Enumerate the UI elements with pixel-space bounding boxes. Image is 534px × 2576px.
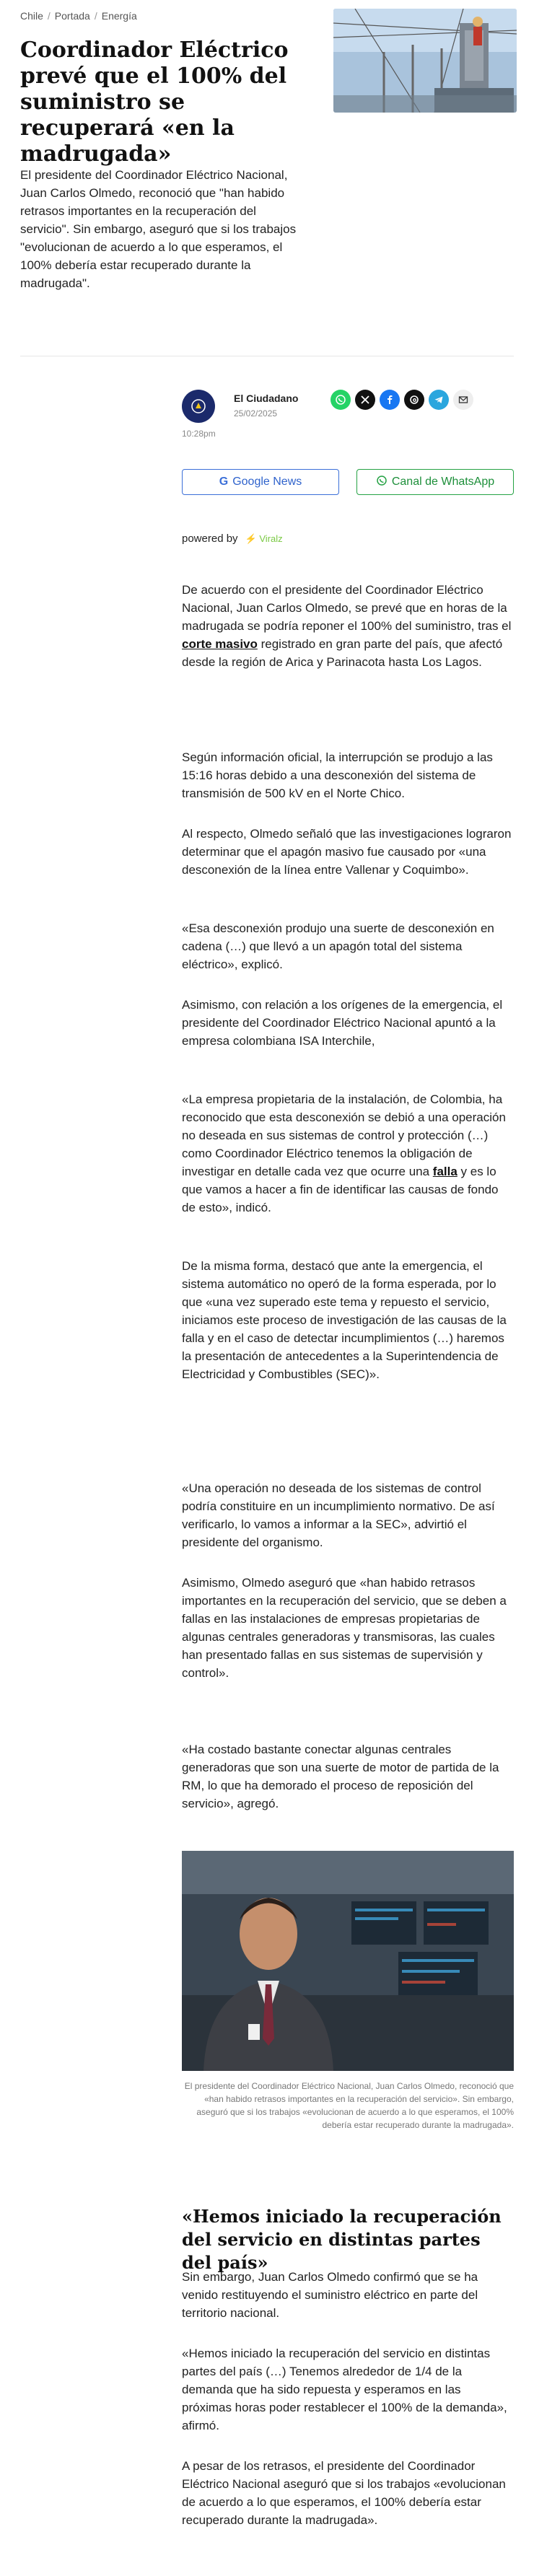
whatsapp-icon[interactable]: [331, 390, 351, 410]
photo-caption: El presidente del Coordinador Eléctrico Nacional, Juan Carlos Olmedo, reconoció que «han habido retrasos importantes en la recuperación del servicio». Sin embargo, aseguró que si los trabajos «evolucionan de acuerdo a lo que esperamos, el 100% debería estar recuperado durante la madrugada».: [184, 2081, 514, 2130]
breadcrumb-item-energia[interactable]: Energía: [101, 10, 137, 22]
email-icon[interactable]: [453, 390, 473, 410]
viralz-brand: Viralz: [259, 533, 283, 544]
article-lede: El presidente del Coordinador Eléctrico Nacional, Juan Carlos Olmedo, reconoció que "han habido retrasos importantes en la recuperación del servicio". Sin embargo, aseguró que si los trabajos "evolucionan de acuerdo a lo que esperamos, el 100% debería estar recuperado durante la madrugada".: [20, 168, 297, 290]
x-icon[interactable]: [355, 390, 375, 410]
publish-time: 10:28pm: [182, 429, 216, 439]
breadcrumb-separator: /: [94, 10, 97, 22]
hero-image-graphic: [333, 9, 517, 113]
author-block: [182, 387, 514, 437]
paragraph-7: De la misma forma, destacó que ante la emergencia, el sistema automático no operó de la forma esperada, por lo que «una vez superado este tema y repuesto el servicio, iniciamos este proceso de investigación de las causas de la falla y en el caso de detectar incumplimientos (…) haremos la presentación de antecedentes a la Superintendencia de Electricidad y Combustibles (SEC)».: [182, 1259, 507, 1381]
whatsapp-channel-button[interactable]: [356, 469, 514, 495]
whatsapp-channel-icon: [376, 475, 388, 490]
breadcrumb-separator: /: [47, 10, 51, 22]
paragraph-8: «Una operación no deseada de los sistemas de control podría constituire en un incumplimiento normativo. De así verificarlo, lo vamos a informar a la SEC», advirtió el presidente del organismo.: [182, 1481, 495, 1549]
breadcrumb-item-chile[interactable]: Chile: [20, 10, 43, 22]
breadcrumb-item-portada[interactable]: Portada: [54, 10, 90, 22]
paragraph-13: A pesar de los retrasos, el presidente del Coordinador Eléctrico Nacional aseguró que si los trabajos «evolucionan de acuerdo a lo que esperamos, el 100% debería estar recuperado durante la madrugada».: [182, 2459, 506, 2527]
breadcrumb: [20, 10, 137, 22]
paragraph-1-text-b: registrado en gran parte del país, que afectó desde la región de Arica y Parinacota hasta Los Lagos.: [182, 637, 503, 669]
paragraph-1-text-a: De acuerdo con el presidente del Coordinador Eléctrico Nacional, Juan Carlos Olmedo, se prevé que en horas de la madrugada se podría reponer el 100% del suministro, tras el: [182, 583, 512, 633]
publish-date: 25/02/2025: [234, 408, 278, 419]
google-icon: G: [219, 476, 229, 488]
google-news-button[interactable]: [182, 469, 339, 495]
paragraph-10: «Ha costado bastante conectar algunas centrales generadoras que son una suerte de motor de partida de la RM, lo que ha demorado el proceso de reposición del servicio», agregó.: [182, 1743, 499, 1810]
google-news-label: Google News: [232, 476, 302, 488]
corte-masivo-link[interactable]: corte masivo: [182, 637, 258, 651]
paragraph-4: «Esa desconexión produjo una suerte de desconexión en cadena (…) que llevó a un apagón total del sistema eléctrico», explicó.: [182, 921, 494, 971]
viralz-logo[interactable]: ⚡ Viralz: [245, 533, 283, 544]
facebook-icon[interactable]: [380, 390, 400, 410]
article-photo-graphic: [182, 1851, 514, 2071]
paragraph-9: Asimismo, Olmedo aseguró que «han habido retrasos importantes en la recuperación del servicio, que se deben a fallas en las instalaciones de empresas propietarias de algunas centrales generadoras y transmisoras, las cuales han presentado fallas en sus sistemas de supervisión y control».: [182, 1576, 507, 1680]
author-logo-icon: [191, 398, 206, 414]
section-heading: «Hemos iniciado la recuperación del servicio en distintas partes del país»: [182, 2206, 502, 2273]
author-avatar[interactable]: [182, 390, 215, 423]
paragraph-2: Según información oficial, la interrupción se produjo a las 15:16 horas debido a una desconexión del sistema de transmisión de 500 kV en el Norte Chico.: [182, 750, 493, 800]
powered-by-label: powered by: [182, 533, 238, 545]
paragraph-3: Al respecto, Olmedo señaló que las investigaciones lograron determinar que el apagón masivo fue causado por «una desconexión de la línea entre Vallenar y Coquimbo».: [182, 827, 512, 877]
powered-by: [182, 533, 283, 545]
paragraph-1: [182, 581, 514, 671]
telegram-icon[interactable]: [429, 390, 449, 410]
article-photo: [182, 1851, 514, 2071]
paragraph-5: Asimismo, con relación a los orígenes de la emergencia, el presidente del Coordinador Eléctrico Nacional apuntó a la empresa colombiana ISA Interchile,: [182, 998, 503, 1048]
paragraph-12: «Hemos iniciado la recuperación del servicio en distintas partes del país (…) Tenemos alrededor de 1/4 de la demanda que ha sido repuesta y esperamos en las próximas horas poder restablecer el 100% de la demanda», afirmó.: [182, 2347, 507, 2432]
paragraph-6-text-a: «La empresa propietaria de la instalación, de Colombia, ha reconocido que esta desconexión se debió a una operación no deseada en sus sistemas de control y protección (…) como Coordinador Eléctrico tenemos la obligación de investigar en detalle cada vez que ocurre una: [182, 1092, 506, 1178]
falla-link[interactable]: falla: [432, 1165, 458, 1178]
threads-icon[interactable]: [404, 390, 424, 410]
whatsapp-channel-label: Canal de WhatsApp: [391, 476, 495, 488]
paragraph-6: [182, 1090, 514, 1217]
hero-image: [333, 9, 517, 113]
author-name[interactable]: El Ciudadano: [234, 393, 299, 404]
paragraph-11: Sin embargo, Juan Carlos Olmedo confirmó que se ha venido restituyendo el suministro eléctrico en parte del territorio nacional.: [182, 2270, 478, 2320]
article-title: Coordinador Eléctrico prevé que el 100% del suministro se recuperará «en la madrugada»: [20, 38, 289, 167]
paragraph-6-text-b: y es lo que vamos a hacer a fin de identificar las causas de fondo de esto», indicó.: [182, 1165, 499, 1214]
